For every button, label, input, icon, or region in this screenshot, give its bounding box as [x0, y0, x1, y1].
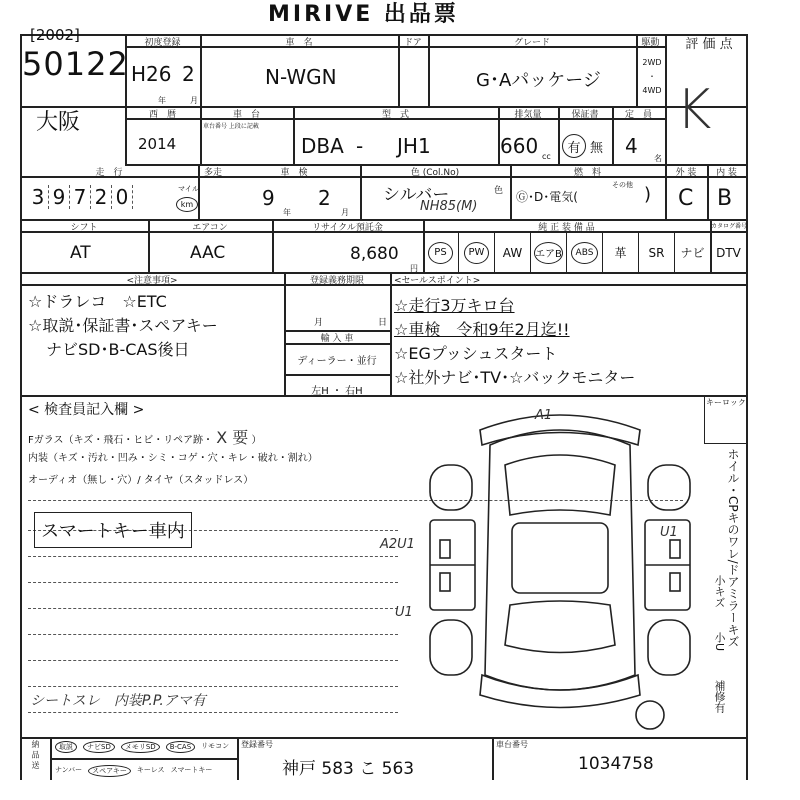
color-code: NH85(M) [420, 199, 478, 214]
color-iro: 色 [494, 186, 504, 196]
model-year: 2014 [138, 135, 177, 153]
model-dash: - [356, 134, 364, 158]
warranty-yes: 有 [562, 134, 586, 158]
aircon-value: AAC [190, 243, 226, 263]
aircon-label: エアコン [192, 223, 228, 233]
legend-item: 補修有 [713, 680, 726, 713]
getsu-mark: 月 [190, 96, 198, 105]
mileage-digit: 9 [49, 185, 70, 209]
sales-point: ☆車検 令和9年2月迄!! [394, 320, 570, 339]
displacement: 660 [500, 134, 539, 158]
recycle-unit: 円 [410, 264, 418, 273]
fuel-close: ) [644, 184, 652, 205]
seats-label: 定 員 [624, 110, 652, 120]
equip-airbag-label: エアB [534, 242, 563, 264]
interior-label: 内 装 [716, 168, 737, 178]
doors-label: ドア [404, 38, 422, 48]
handwritten-box: スマートキー車内 [34, 512, 192, 548]
drive-4wd: 4WD [642, 86, 662, 95]
side-legend [726, 448, 740, 648]
check-navi-sd: ナビSD [83, 741, 115, 753]
plate-label: 登録番号 [241, 740, 273, 749]
car-diagram [420, 405, 700, 735]
score-label: 評 価 点 [685, 37, 733, 52]
equip-pw-label: PW [464, 242, 489, 264]
plate-number: 神戸 583 こ 563 [282, 759, 415, 779]
reg-day-mark: 日 [378, 318, 388, 328]
mileage-digit: 3 [28, 185, 49, 209]
mileage-digits [28, 185, 133, 209]
mileage-unit-mile: マイル [178, 185, 199, 193]
reg-era: H26 [131, 62, 172, 86]
odo-label: 多走 [203, 168, 222, 178]
mark-u1-left: U1 [395, 605, 413, 620]
sales-points [394, 294, 635, 390]
drive-label: 駆動 [641, 38, 660, 48]
score-mark: K [676, 78, 712, 141]
reg-month-mark: 月 [314, 318, 324, 328]
equip-aw: AW [495, 233, 531, 272]
glass-line [28, 425, 262, 448]
mileage-digit: 2 [91, 185, 112, 209]
import-handle: 左H ・ 右H [311, 386, 363, 397]
mileage-digit: 0 [112, 185, 133, 209]
notes-label: <注意事項> [126, 276, 178, 286]
note-item: ☆ドラレコ ☆ETC [28, 292, 167, 311]
chassis-label: 車 台 [232, 110, 260, 120]
equip-ps [423, 233, 459, 272]
check-manual: 取説 [55, 741, 77, 753]
equip-ps-label: PS [428, 242, 453, 264]
equip-sunroof: SR [639, 233, 675, 272]
interior-grade: B [717, 186, 733, 211]
sales-label: <セールスポイント> [394, 276, 481, 286]
drive-options [640, 56, 664, 98]
fuel-label: 燃 料 [573, 168, 601, 178]
equip-airbag [531, 233, 567, 272]
delivery-label: 納 品 送 [31, 740, 40, 770]
year-code: [2002] [30, 26, 80, 44]
chassis-number: 1034758 [578, 754, 654, 774]
grade-label: グレード [513, 38, 550, 48]
location: 大阪 [36, 110, 81, 135]
chassis-no-label: 車台番号 [496, 740, 528, 749]
import-label: 輸 入 車 [320, 334, 354, 344]
exterior-label: 外 装 [675, 168, 697, 178]
shaken-month: 2 [318, 186, 331, 210]
shift-value: AT [70, 243, 91, 263]
option-head: カタログ番号 [711, 223, 748, 230]
equip-pw [459, 233, 495, 272]
import-type: ディーラー・並行 [297, 356, 377, 367]
shaken-getsu: 月 [341, 208, 349, 217]
recycle-value: 8,680 [350, 244, 399, 264]
note-item: ナビSD･B-CAS後日 [46, 340, 190, 359]
car-name-label: 車 名 [285, 38, 313, 48]
western-year-label: 西 暦 [148, 110, 176, 120]
color-name: シルバー [383, 185, 450, 205]
keylock-label: キーロック [706, 398, 746, 407]
shaken-label: 車 検 [280, 168, 308, 178]
interior-line: 内装（キズ・汚れ・凹み・シミ・コゲ・穴・キレ・破れ・割れ） [28, 453, 318, 464]
mileage-digit: 7 [70, 185, 91, 209]
displacement-label: 排気量 [514, 110, 542, 120]
check-keyless: キーレス [136, 766, 165, 774]
side-legend-sub [713, 575, 726, 608]
sales-point: ☆EGプッシュスタート [394, 344, 558, 363]
legend-item: 小U [713, 632, 726, 652]
model-label: 型 式 [381, 110, 409, 120]
chassis-sub-label: 車台番号 上段に記載 [203, 123, 259, 130]
exterior-grade: C [678, 186, 694, 211]
fuel-other-label: その他 [612, 181, 633, 189]
check-bcas: B-CAS [166, 741, 195, 753]
grade-value: G･Aパッケージ [476, 70, 601, 91]
note-item: ☆取説･保証書･スペアキー [28, 316, 218, 335]
sales-point: ☆走行3万キロ台 [394, 296, 515, 315]
checks-row1 [55, 741, 229, 753]
glass-close: ） [251, 435, 262, 446]
glass-text: Fガラス（キズ・飛石・ヒビ・リペア跡・ [28, 435, 214, 446]
check-spare-key: スペアキー [88, 765, 131, 777]
warranty-label: 保証書 [571, 110, 599, 120]
side-legend-sub2 [713, 632, 726, 651]
equipment-row [423, 233, 746, 272]
car-name: N-WGN [265, 65, 337, 89]
side-legend-sub3 [713, 680, 726, 713]
legend-item: ホイル・CPキの [726, 448, 740, 536]
warranty-no: 無 [590, 141, 604, 156]
reg-month: 2 [182, 62, 195, 86]
cc-unit: cc [542, 152, 551, 161]
legend-item: ワレ/ドアミラーキズ [726, 535, 740, 648]
inspector-label: < 検査員記入欄 > [28, 402, 145, 418]
recycle-label: リサイクル預託金 [312, 223, 383, 233]
shaken-nen: 年 [283, 208, 291, 217]
handwritten-bottom: シートスレ 内装P.P.アマ有 [30, 693, 206, 709]
equip-dtv: DTV [716, 245, 741, 260]
notes-list [28, 290, 218, 362]
genuine-label: 純 正 装 備 品 [538, 223, 595, 233]
audio-line: オーディオ（無し・穴）/ タイヤ（スタッドレス） [28, 475, 254, 486]
mileage-unit-km: km [176, 197, 198, 212]
check-smart-key: スマートキー [170, 766, 213, 774]
color-label: 色 (Col.No) [410, 168, 460, 178]
check-number: ナンバー [55, 766, 83, 774]
check-remote: リモコン [201, 742, 230, 750]
seats-unit: 名 [654, 154, 662, 163]
document-title: MIRIVE 出品票 [268, 2, 459, 27]
sales-point: ☆社外ナビ･TV･☆バックモニター [394, 368, 636, 387]
first-reg-label: 初度登録 [144, 38, 181, 48]
equip-navi: ナビ [675, 233, 711, 272]
lot-number: 50122 [22, 45, 129, 83]
checks-row2 [55, 765, 212, 777]
equip-abs [567, 233, 603, 272]
glass-note: X 要 [216, 428, 249, 447]
drive-dot: ･ [650, 72, 654, 81]
check-memory-sd: メモリSD [121, 741, 160, 753]
seats-value: 4 [625, 134, 638, 158]
model-prefix: DBA [301, 134, 344, 158]
shaken-year: 9 [262, 186, 275, 210]
reg-deadline-label: 登録義務期限 [309, 276, 364, 286]
legend-item: 小キズ [713, 575, 726, 608]
equip-leather: 革 [603, 233, 639, 272]
nen-mark: 年 [158, 96, 166, 105]
mark-a2u1: A2U1 [380, 537, 415, 552]
mileage-label: 走 行 [95, 168, 123, 178]
model-code: JH1 [397, 134, 431, 158]
drive-2wd: 2WD [642, 58, 662, 67]
equip-abs-label: ABS [571, 242, 598, 264]
fuel-options: Ⓖ･D･電気( [516, 190, 578, 204]
shift-label: シフト [70, 223, 98, 233]
mark-a1: A1 [535, 408, 553, 423]
mark-u1-right: U1 [660, 525, 678, 540]
